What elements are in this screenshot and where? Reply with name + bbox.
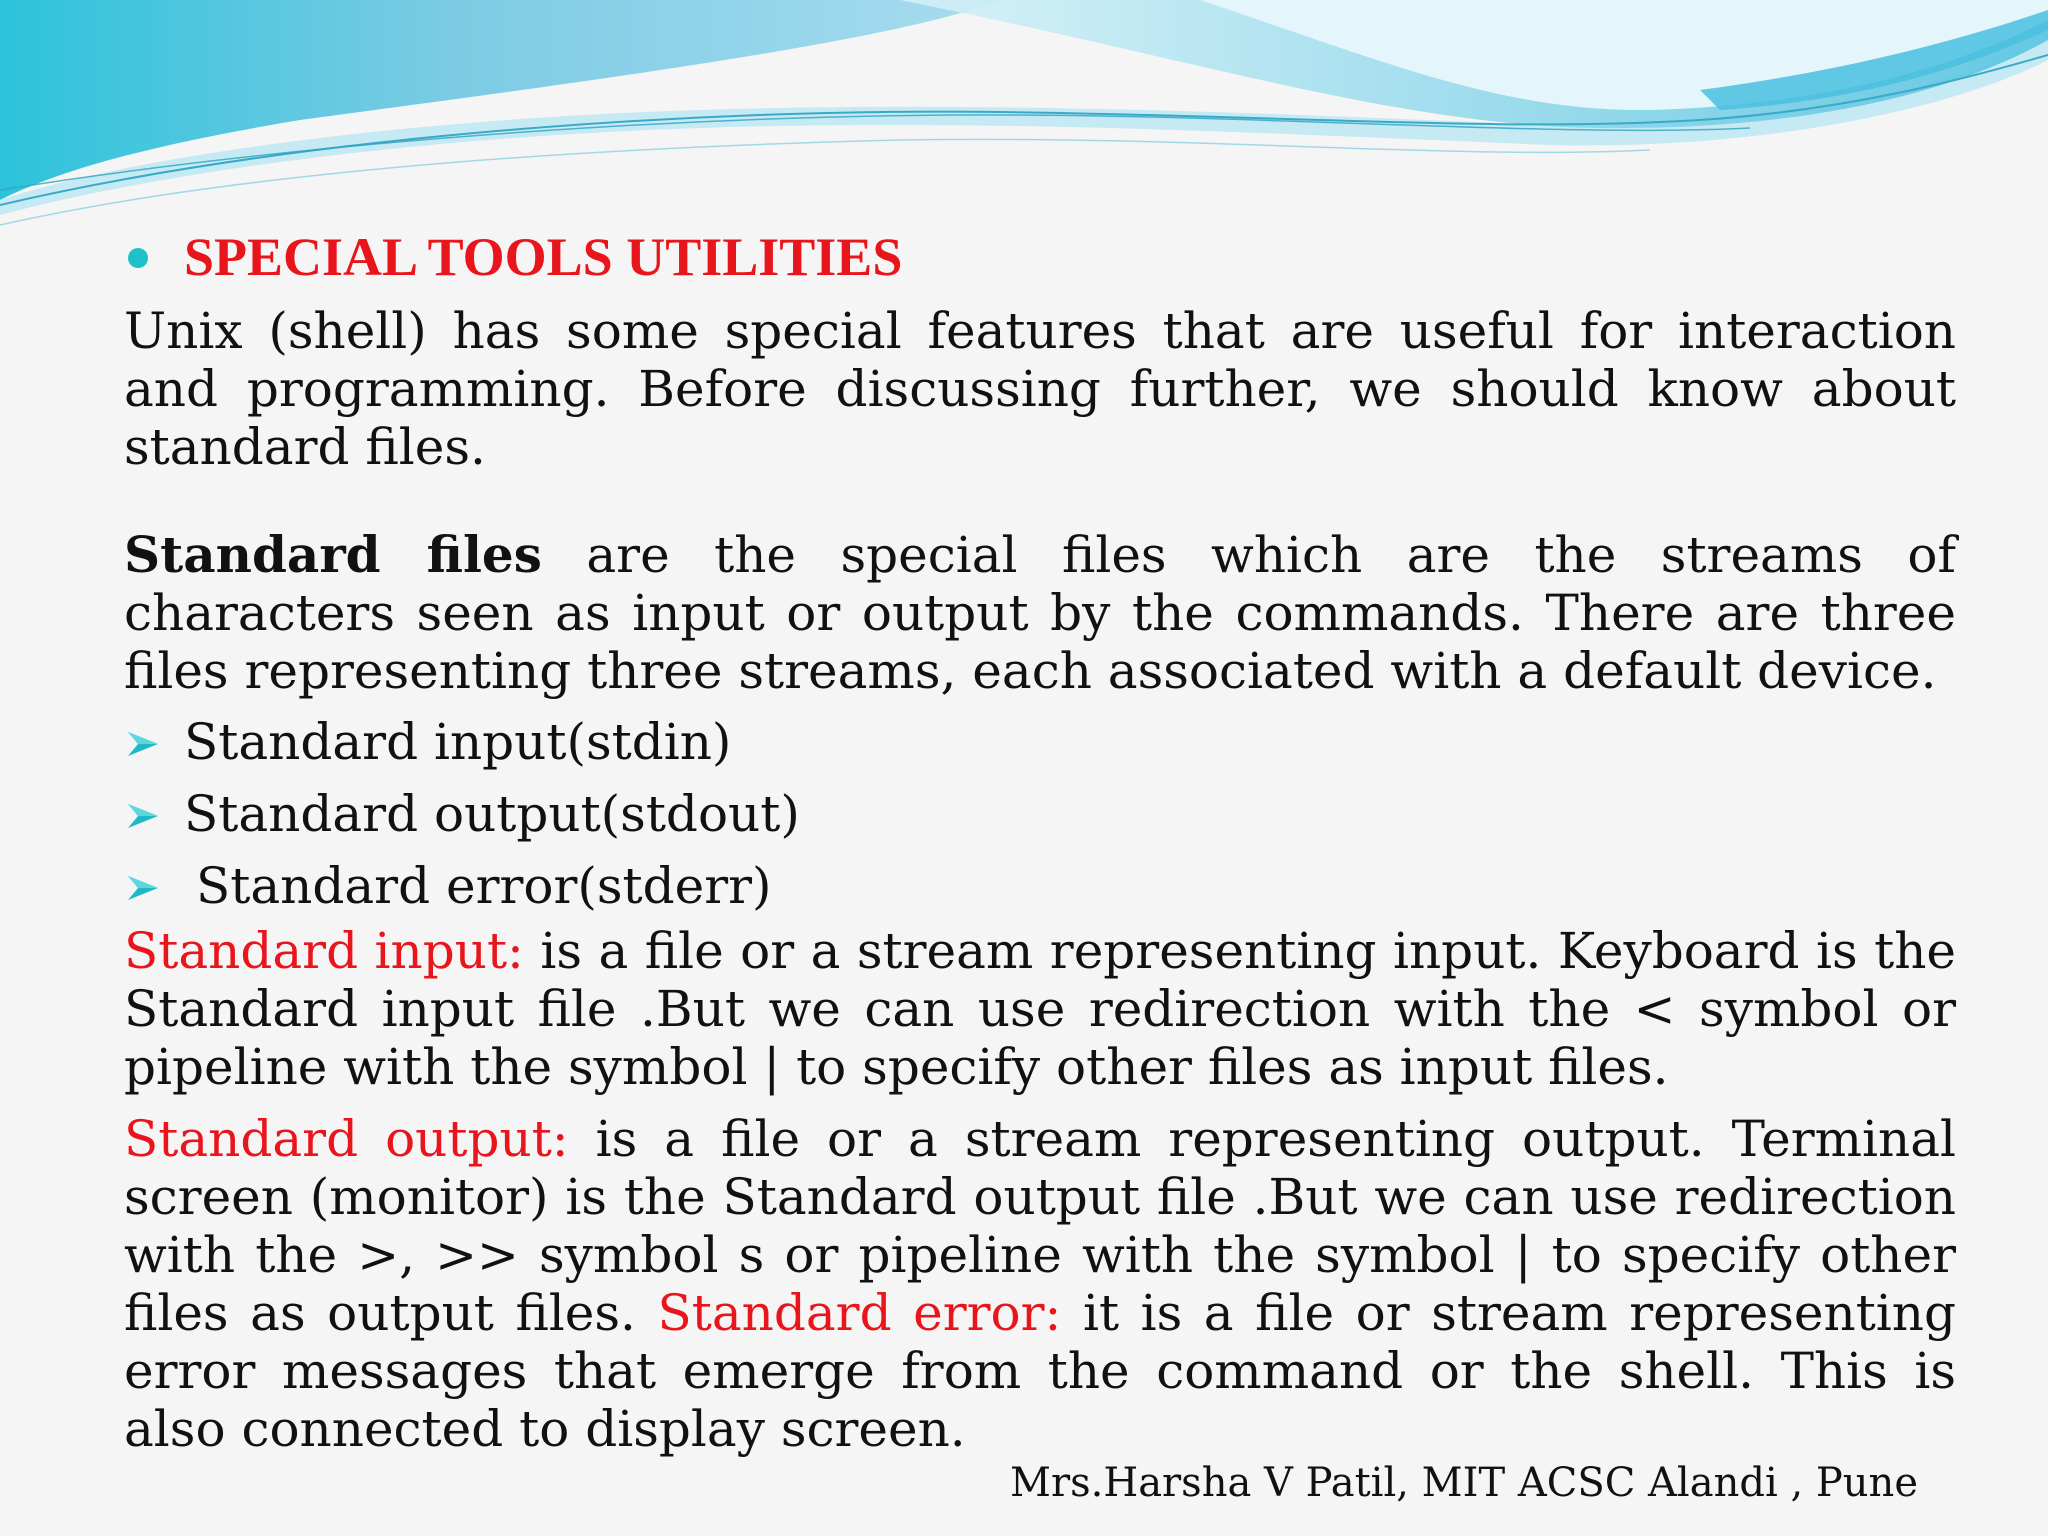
- standard-input-text: is a file or a stream representing input. Keyboard is the Standard input file .But we can use redirection with the < symbol or pipeline with the symbol | to specify other files as input files.: [124, 922, 1956, 1096]
- footer-credit: Mrs.Harsha V Patil, MIT ACSC Alandi , Pune: [1010, 1460, 1918, 1506]
- standard-input-term: Standard input:: [124, 922, 524, 980]
- standard-output-term: Standard output:: [124, 1110, 569, 1168]
- standard-error-text: it is a file or stream representing error messages that emerge from the command or the shell. This is also connected to display screen.: [124, 1284, 1956, 1458]
- list-item: [124, 706, 1956, 778]
- standard-output-text: is a file or a stream representing output. Terminal screen (monitor) is the Standard output file .But we can use redirection with the >, >> symbol s or pipeline with the symbol | to specify other files as output files.: [124, 1110, 1956, 1342]
- intro-paragraph: Unix (shell) has some special features that are useful for interaction and programming. Before discussing further, we should know about standard files.: [124, 302, 1956, 476]
- arrowhead-icon: [126, 730, 160, 758]
- round-dot-icon: [128, 248, 148, 268]
- stream-stderr: Standard error(stderr): [196, 857, 772, 915]
- standard-files-text: are the special files which are the streams of characters seen as input or output by the commands. There are three files representing three streams, each associated with a default device.: [124, 526, 1956, 700]
- standard-output-error-definition: [124, 1110, 1956, 1458]
- standard-error-term: Standard error:: [657, 1284, 1062, 1342]
- standard-files-term: Standard files: [124, 525, 542, 584]
- stream-list: [124, 706, 1956, 922]
- arrowhead-icon: [126, 802, 160, 830]
- standard-files-paragraph: [124, 526, 1956, 700]
- stream-stdout: Standard output(stdout): [184, 785, 800, 843]
- section-heading: [124, 224, 1956, 290]
- list-item: [124, 778, 1956, 850]
- heading-text: SPECIAL TOOLS UTILITIES: [184, 227, 903, 287]
- slide-content: [124, 224, 1956, 1458]
- header-wave-decoration: [0, 0, 2048, 240]
- arrowhead-icon: [126, 874, 160, 902]
- stream-stdin: Standard input(stdin): [184, 713, 732, 771]
- standard-input-definition: [124, 922, 1956, 1096]
- list-item: [124, 850, 1956, 922]
